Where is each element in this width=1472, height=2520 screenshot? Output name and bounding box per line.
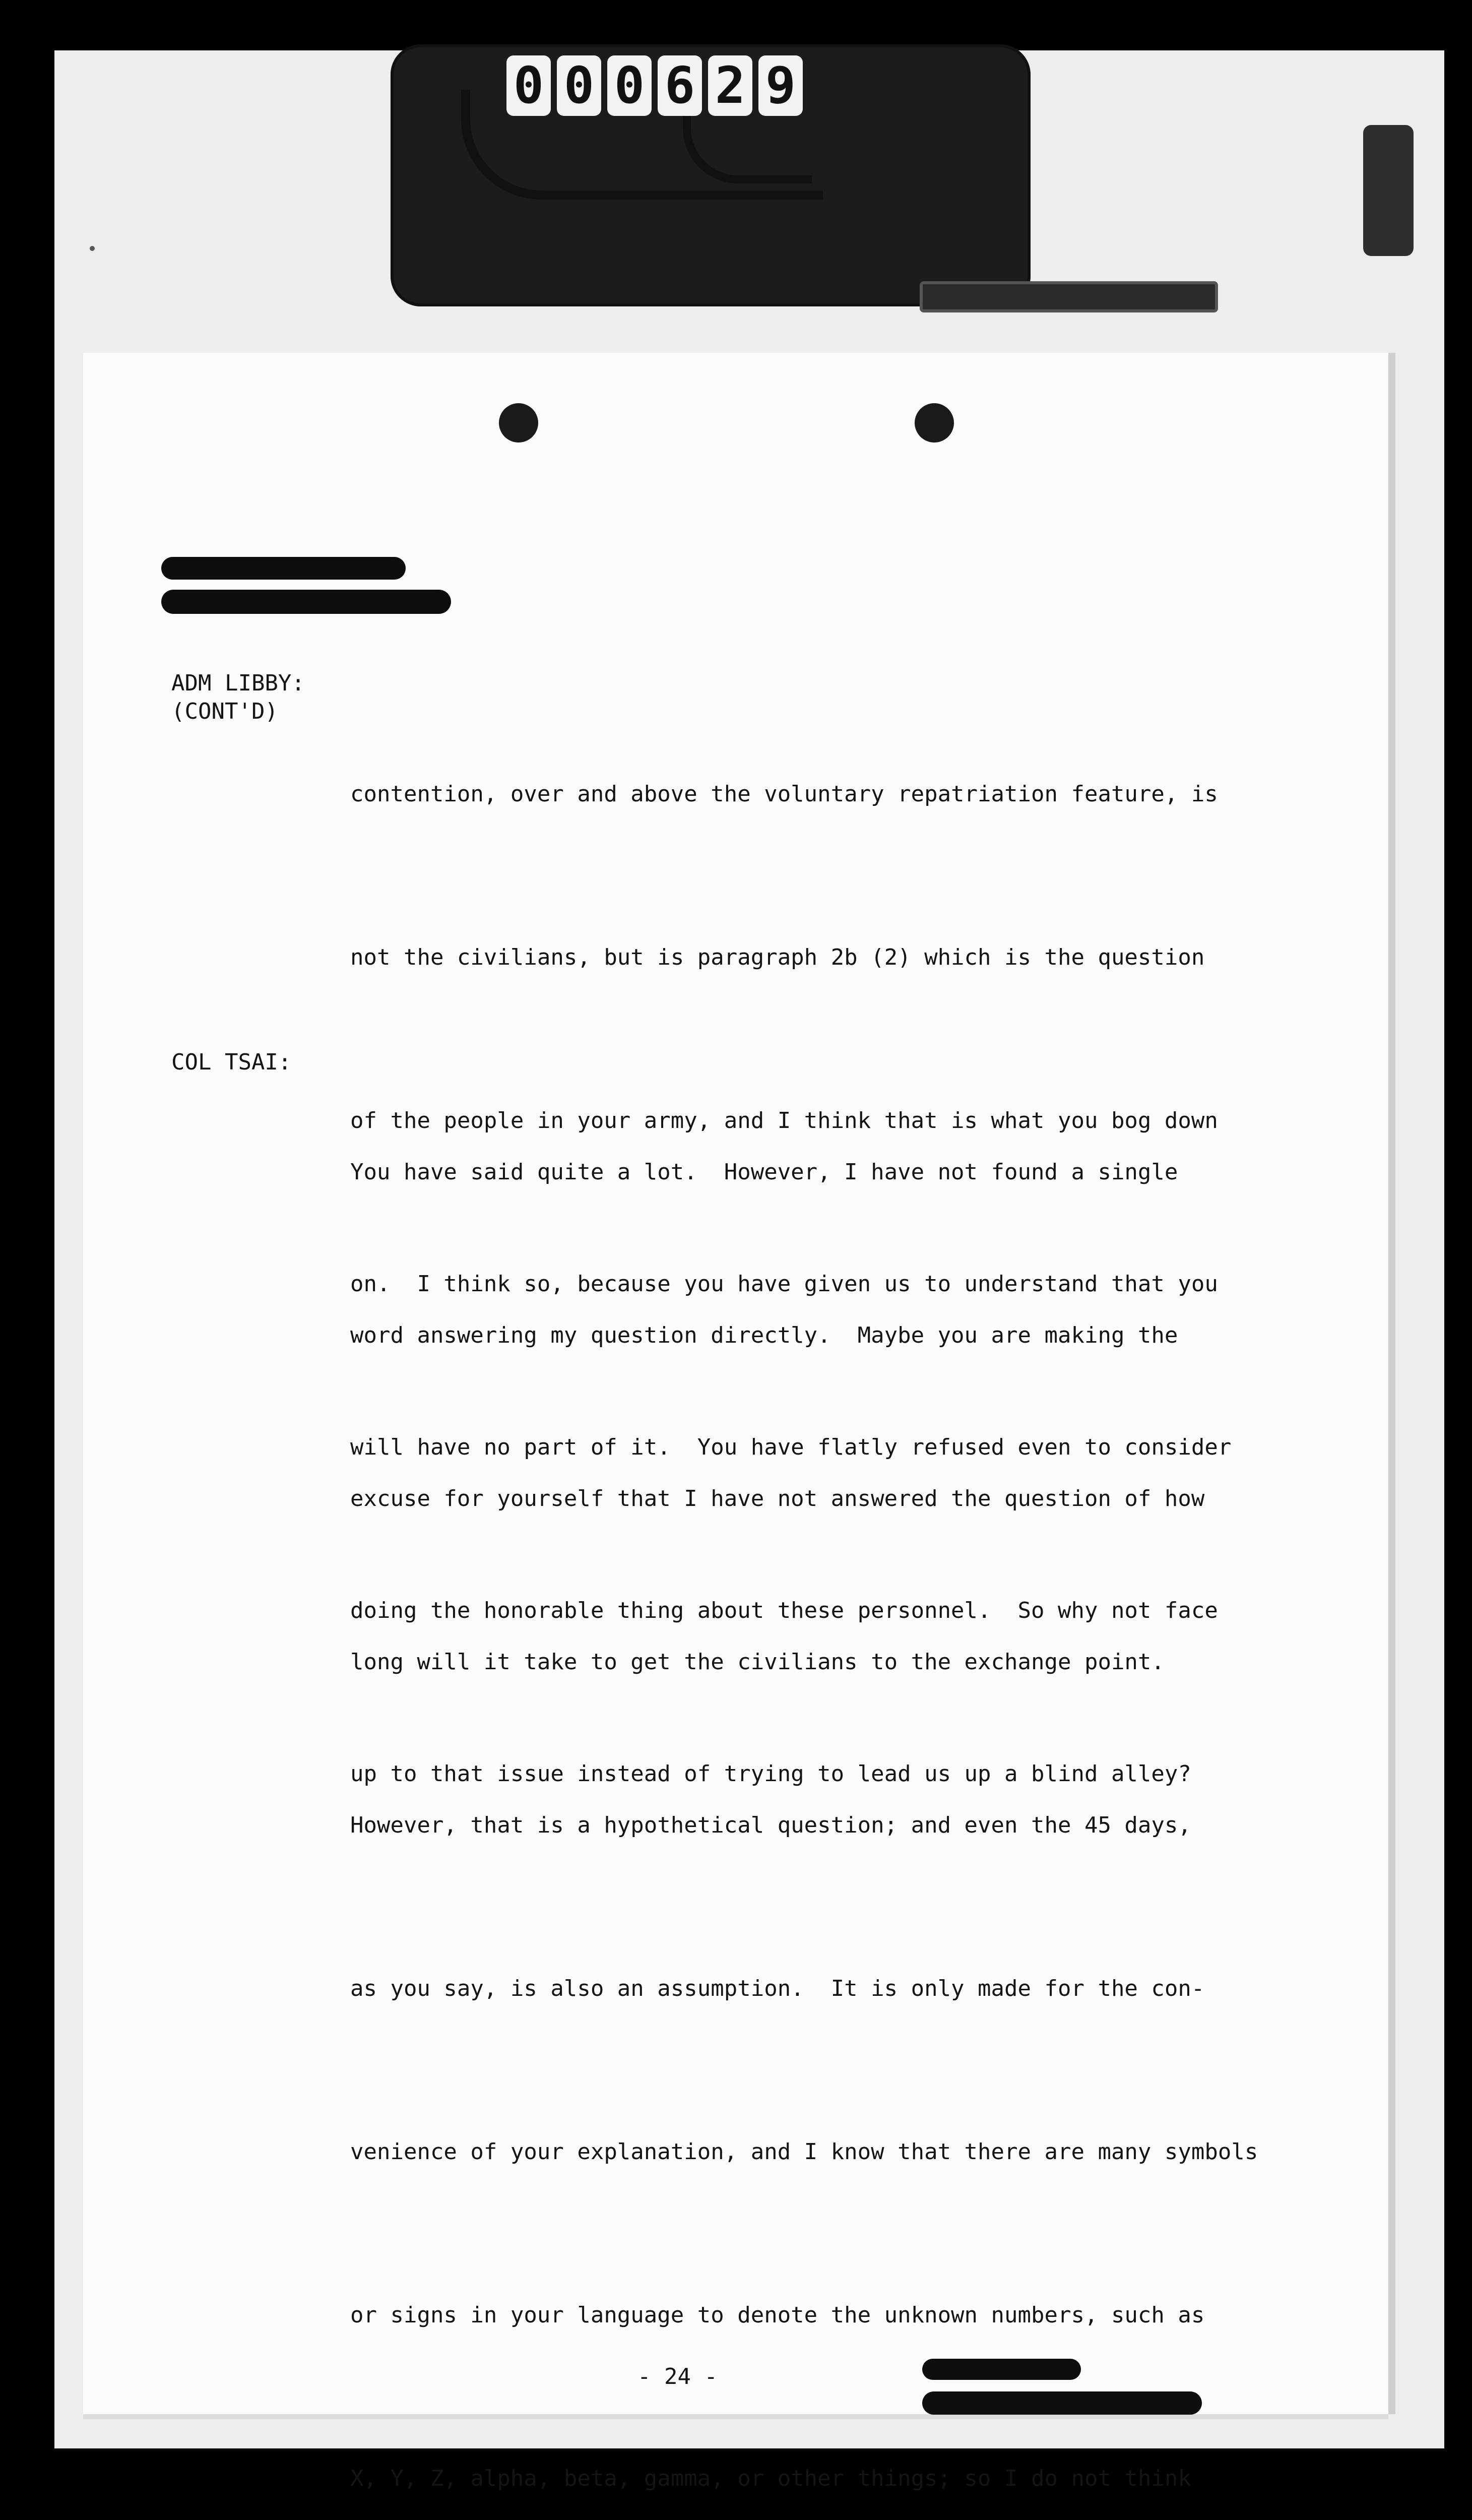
counter-digit: 0 [607, 55, 652, 116]
counter-digit: 2 [708, 55, 752, 116]
counter-digit: 0 [557, 55, 601, 116]
punch-hole [915, 403, 954, 443]
text-line: excuse for yourself that I have not answered the question of how [350, 1486, 1205, 1511]
text-line: doing the honorable thing about these personnel. So why not face [350, 1598, 1218, 1623]
text-line: X, Y, Z, alpha, beta, gamma, or other things; so I do not think [350, 2466, 1191, 2491]
redaction-bar [161, 557, 406, 580]
film-speck [90, 246, 95, 251]
speaker-label-col-tsai: COL TSAI: [171, 1049, 292, 1075]
text-line: not the civilians, but is paragraph 2b (2) which is the question [350, 944, 1205, 970]
frame-counter-digits [506, 55, 803, 116]
counter-digit: 0 [506, 55, 551, 116]
text-line: contention, over and above the voluntary repatriation feature, is [350, 781, 1218, 807]
text-line: on. I think so, because you have given us to understand that you [350, 1271, 1218, 1297]
text-line: You have said quite a lot. However, I have not found a single [350, 1159, 1178, 1185]
page-number: - 24 - [637, 2364, 718, 2389]
text-line: venience of your explanation, and I know that there are many symbols [350, 2139, 1258, 2165]
redaction-bar [922, 2359, 1081, 2380]
text-line: as you say, is also an assumption. It is only made for the con- [350, 1976, 1205, 2001]
punch-hole [499, 403, 538, 443]
text-line: will have no part of it. You have flatly refused even to consider [350, 1434, 1232, 1460]
statement-col-tsai [350, 1036, 1258, 2520]
text-line: However, that is a hypothetical question; and even the 45 days, [350, 1812, 1191, 1838]
document-page [83, 353, 1388, 2491]
redaction-bar [161, 590, 451, 614]
text-line: or signs in your language to denote the unknown numbers, such as [350, 2302, 1205, 2328]
counter-slot [920, 281, 1218, 312]
redaction-bar [922, 2391, 1202, 2415]
speaker-label-adm-libby: ADM LIBBY: (CONT'D) [171, 670, 305, 724]
counter-side-panel [1363, 125, 1414, 256]
text-line: word answering my question directly. Maybe you are making the [350, 1322, 1178, 1348]
counter-digit: 6 [658, 55, 702, 116]
text-line: long will it take to get the civilians to the exchange point. [350, 1649, 1165, 1675]
text-line: of the people in your army, and I think that is what you bog down [350, 1108, 1218, 1133]
text-line: up to that issue instead of trying to lead us up a blind alley? [350, 1761, 1191, 1787]
counter-digit: 9 [758, 55, 803, 116]
